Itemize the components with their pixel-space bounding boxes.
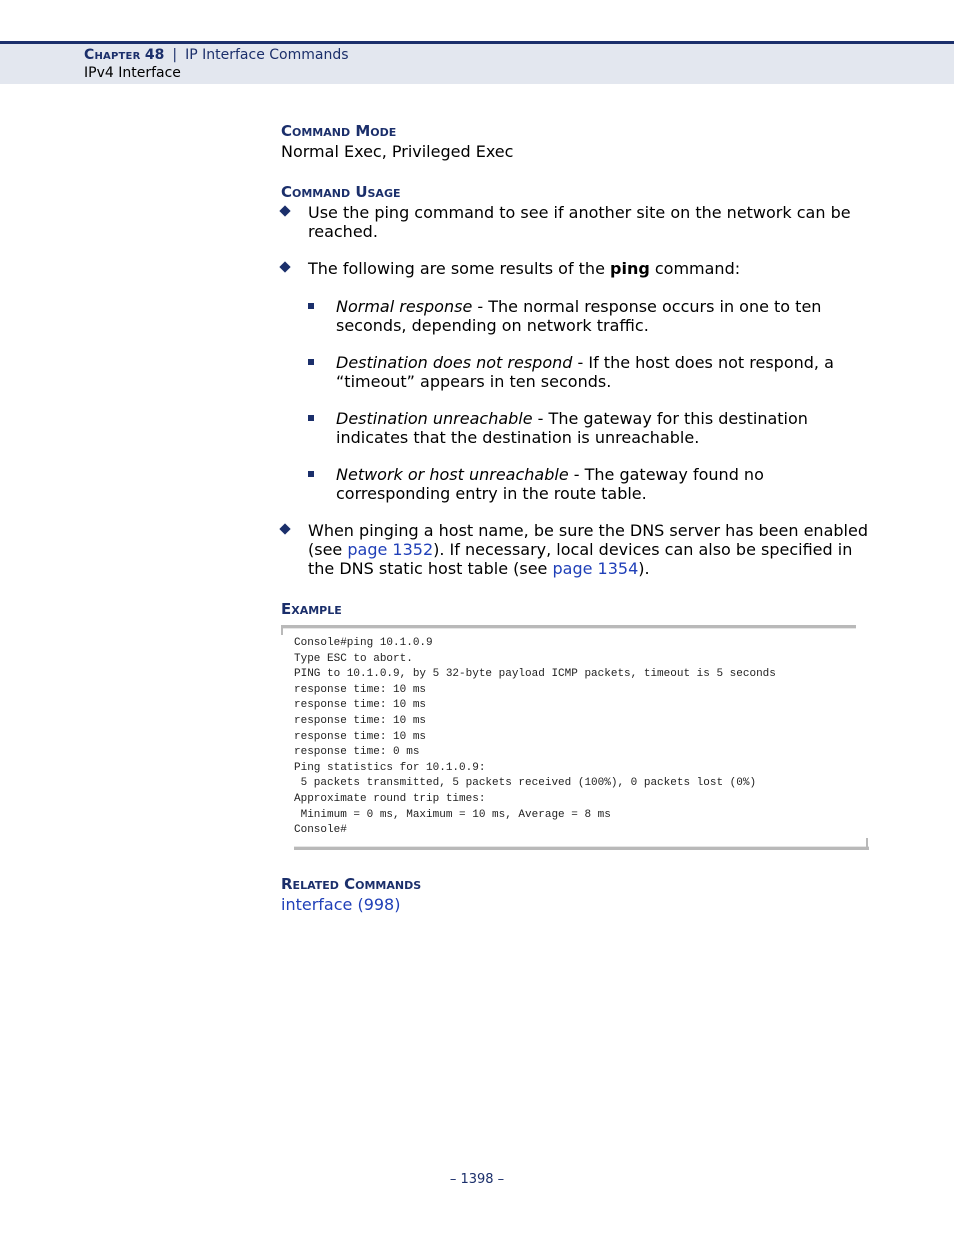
result-item-text bbox=[336, 353, 870, 391]
result-desc: - If the host does not respond, a “timeout” appears in ten seconds. bbox=[336, 353, 834, 391]
result-item bbox=[308, 297, 868, 335]
usage-bullet-text bbox=[308, 259, 868, 278]
bullet-text-part: ). If necessary, local devices can also be specified in the DNS static host table (see bbox=[308, 540, 853, 578]
diamond-bullet-icon bbox=[279, 261, 290, 272]
chapter-line bbox=[84, 47, 349, 63]
code-line: response time: 10 ms bbox=[294, 699, 427, 712]
command-usage-heading: Command Usage bbox=[281, 183, 401, 201]
result-item bbox=[308, 409, 868, 447]
code-line: Type ESC to abort. bbox=[294, 652, 413, 665]
console-output bbox=[294, 636, 776, 839]
bullet-text-part: When pinging a host name, be sure the DNS server has been enabled (see bbox=[308, 521, 868, 559]
usage-bullet-text: Use the ping command to see if another site on the network can be reached. bbox=[308, 203, 851, 241]
square-bullet-icon bbox=[308, 303, 314, 309]
section-title: IPv4 Interface bbox=[84, 65, 181, 81]
code-example-box bbox=[281, 625, 869, 851]
chapter-label: Chapter bbox=[84, 47, 141, 63]
bullet-text-part: ). bbox=[638, 559, 650, 578]
chapter-title: IP Interface Commands bbox=[185, 47, 349, 63]
result-desc: - The gateway found no corresponding entry in the route table. bbox=[336, 465, 764, 503]
bullet-text-part: The following are some results of the bbox=[308, 259, 610, 278]
code-line: Minimum = 0 ms, Maximum = 10 ms, Average = 8 ms bbox=[294, 808, 611, 821]
result-term: Network or host unreachable bbox=[336, 465, 569, 484]
result-term: Destination unreachable bbox=[336, 409, 533, 428]
ping-keyword: ping bbox=[610, 259, 650, 278]
code-line: PING to 10.1.0.9, by 5 32-byte payload ICMP packets, timeout is 5 seconds bbox=[294, 668, 776, 681]
code-line: Ping statistics for 10.1.0.9: bbox=[294, 761, 486, 774]
header-separator: | bbox=[172, 47, 178, 63]
result-desc: - The normal response occurs in one to ten seconds, depending on network traffic. bbox=[336, 297, 822, 335]
code-line: Console#ping 10.1.0.9 bbox=[294, 637, 433, 649]
example-heading: Example bbox=[281, 600, 342, 618]
result-item-text bbox=[336, 297, 870, 335]
code-line: response time: 10 ms bbox=[294, 683, 427, 696]
usage-bullet-3 bbox=[281, 521, 881, 578]
command-mode-text: Normal Exec, Privileged Exec bbox=[281, 142, 514, 161]
bullet-text-part: command: bbox=[649, 259, 741, 278]
diamond-bullet-icon bbox=[279, 205, 290, 216]
square-bullet-icon bbox=[308, 359, 314, 365]
result-desc: - The gateway for this destination indicates that the destination is unreachable. bbox=[336, 409, 808, 447]
code-line: response time: 10 ms bbox=[294, 730, 427, 743]
result-item-text bbox=[336, 465, 870, 503]
usage-bullet-1 bbox=[281, 203, 881, 241]
code-line: response time: 10 ms bbox=[294, 714, 427, 727]
diamond-bullet-icon bbox=[279, 523, 290, 534]
square-bullet-icon bbox=[308, 415, 314, 421]
page-1352-link[interactable]: page 1352 bbox=[347, 540, 434, 559]
result-item-text bbox=[336, 409, 870, 447]
code-box-top-border bbox=[281, 625, 856, 629]
code-box-right-border bbox=[866, 838, 868, 848]
code-box-left-border bbox=[281, 625, 283, 635]
page-number: – 1398 – bbox=[449, 1172, 505, 1187]
result-item bbox=[308, 353, 868, 391]
page-header bbox=[0, 41, 954, 84]
usage-bullet-2 bbox=[281, 259, 881, 278]
code-line: Console# bbox=[294, 824, 347, 837]
square-bullet-icon bbox=[308, 471, 314, 477]
result-term: Normal response bbox=[336, 297, 473, 316]
interface-command-link[interactable]: interface (998) bbox=[281, 895, 401, 914]
code-box-bottom-border bbox=[294, 846, 869, 850]
result-item bbox=[308, 465, 868, 503]
code-line: 5 packets transmitted, 5 packets received (100%), 0 packets lost (0%) bbox=[294, 777, 757, 790]
command-mode-heading: Command Mode bbox=[281, 122, 397, 140]
page-1354-link[interactable]: page 1354 bbox=[552, 559, 639, 578]
usage-bullet-text bbox=[308, 521, 868, 578]
code-line: Approximate round trip times: bbox=[294, 792, 486, 805]
related-commands-heading: Related Commands bbox=[281, 875, 422, 893]
result-term: Destination does not respond bbox=[336, 353, 573, 372]
chapter-number: 48 bbox=[144, 47, 165, 63]
code-line: response time: 0 ms bbox=[294, 746, 420, 759]
